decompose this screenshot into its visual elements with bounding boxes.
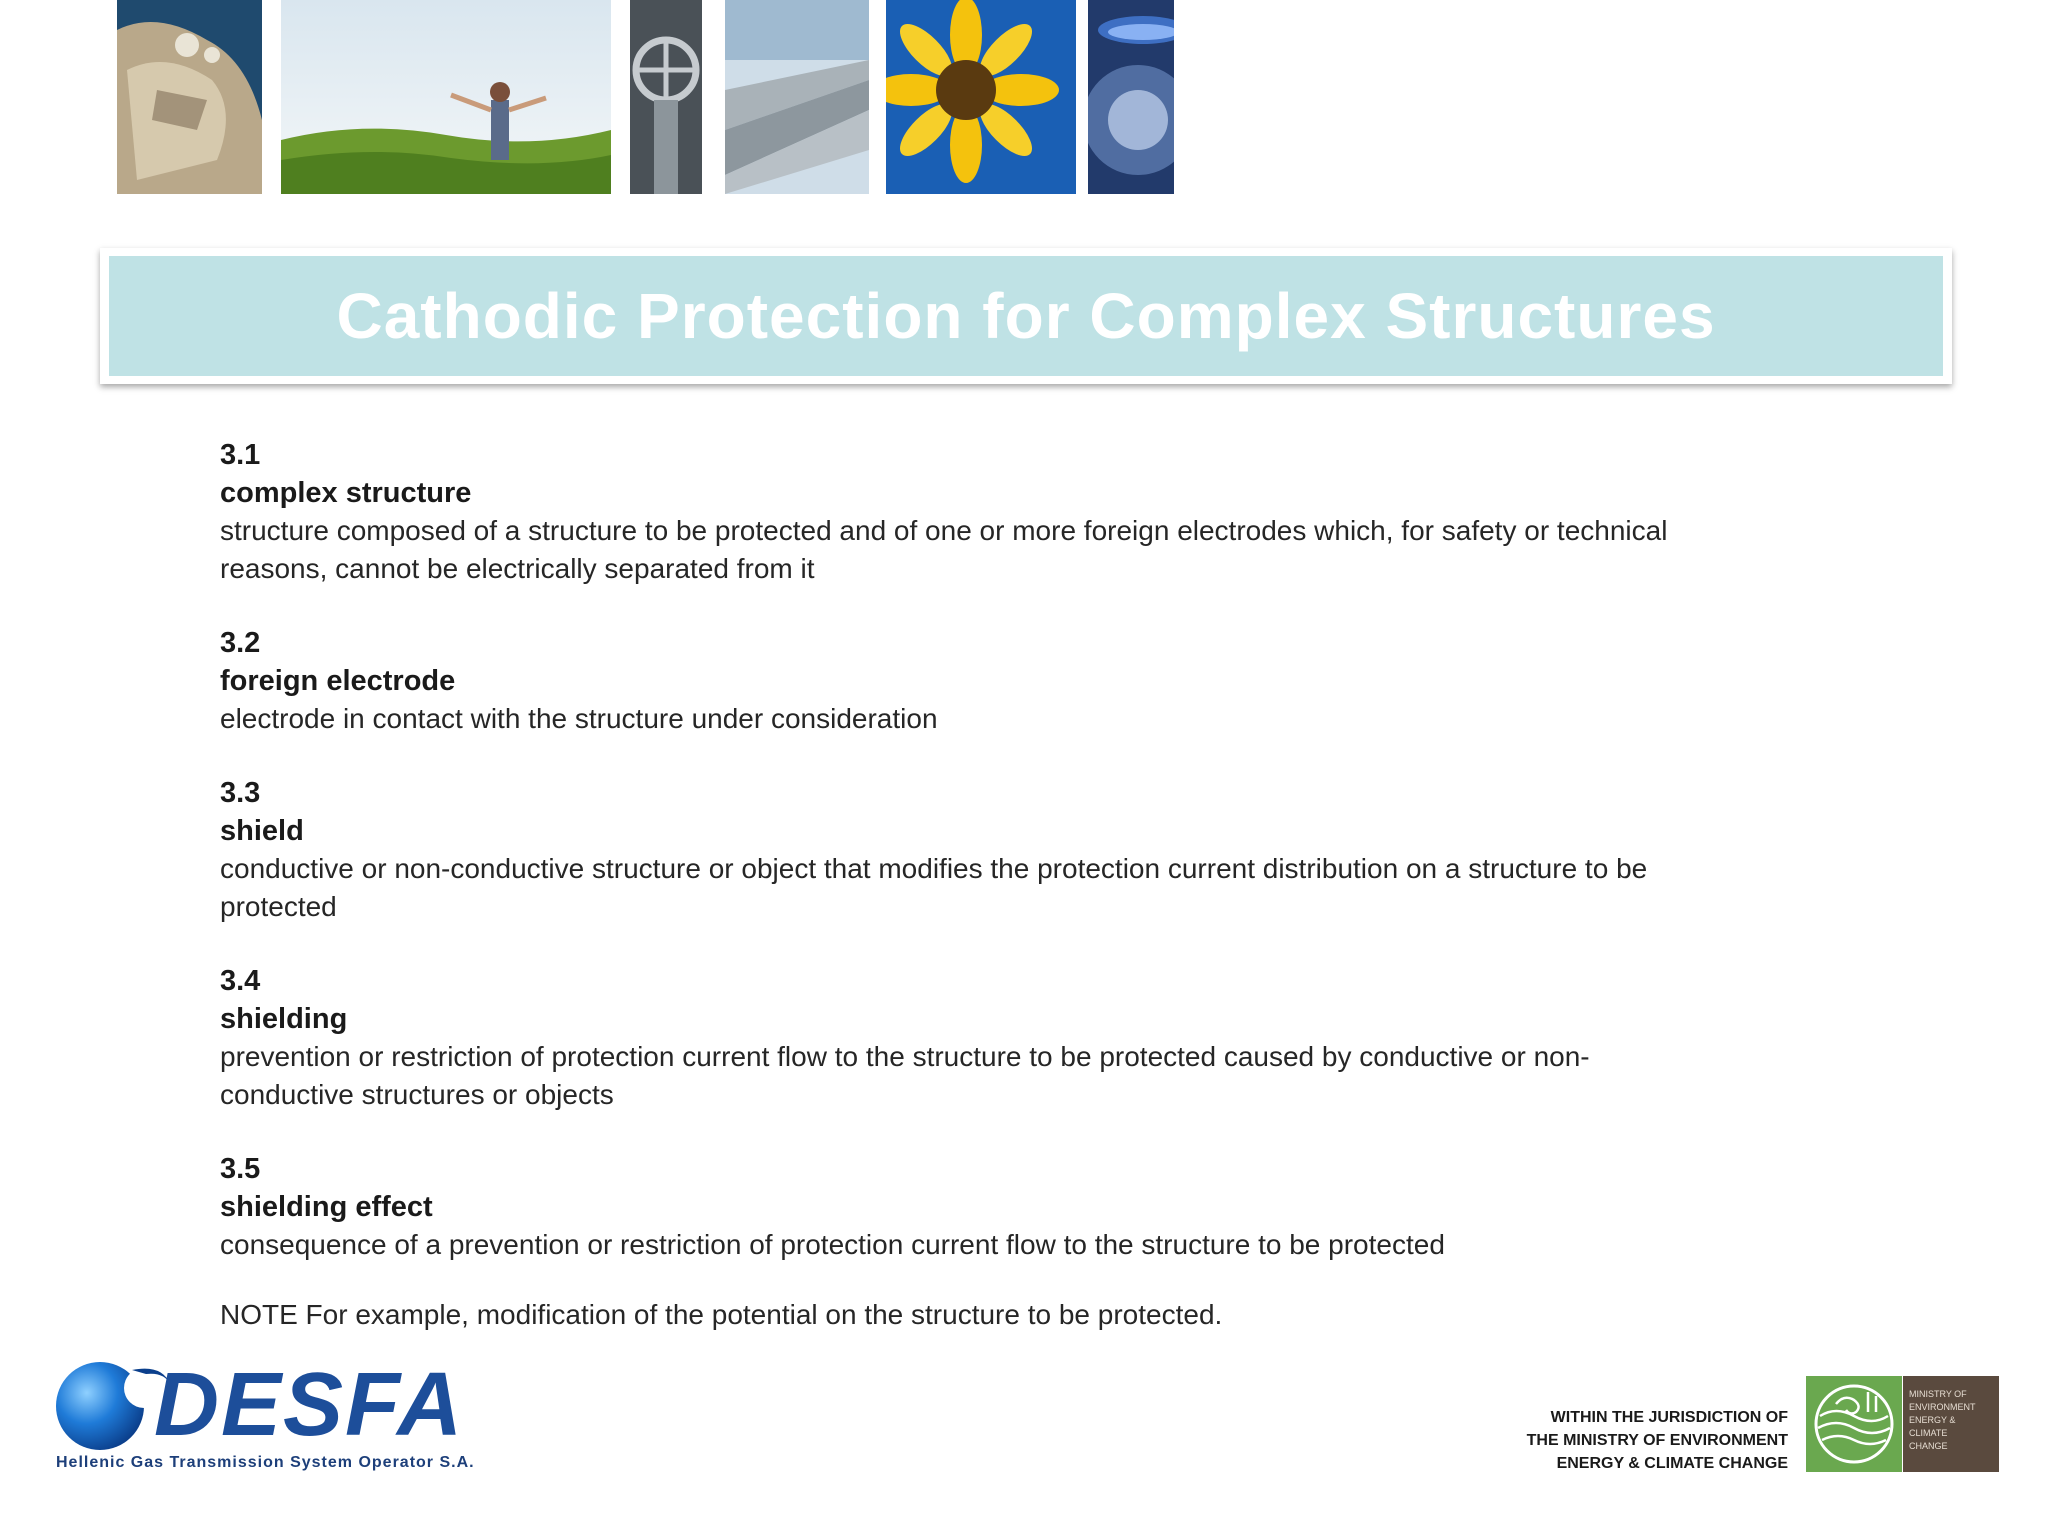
ministry-logo bbox=[1806, 1376, 2038, 1472]
definition-number: 3.1 bbox=[220, 439, 261, 471]
ministry-name-box bbox=[1903, 1376, 1999, 1472]
aerial-island-photo bbox=[117, 0, 262, 194]
definition-number: 3.4 bbox=[220, 965, 261, 997]
valve-wheel-photo bbox=[630, 0, 702, 194]
child-in-field-photo bbox=[281, 0, 611, 194]
ministry-logo-line: CLIMATE bbox=[1909, 1428, 1948, 1438]
definition-term: shielding effect bbox=[220, 1191, 433, 1223]
pipelines-photo bbox=[725, 0, 869, 194]
ministry-logo-line: MINISTRY OF bbox=[1909, 1389, 1967, 1399]
definition-text-line: consequence of a prevention or restriction of protection current flow to the structure to be protected bbox=[220, 1229, 1445, 1260]
ministry-logo-line: CHANGE bbox=[1909, 1441, 1948, 1451]
definition-number: 3.3 bbox=[220, 777, 261, 809]
title-banner bbox=[109, 256, 1943, 376]
definition-text-line: structure composed of a structure to be protected and of one or more foreign electrodes which, for safety or technical bbox=[220, 515, 1668, 546]
definition-text-line: protected bbox=[220, 891, 337, 922]
definitions-list bbox=[220, 436, 1920, 1334]
desfa-logo bbox=[52, 1355, 492, 1475]
definition-item bbox=[220, 436, 1920, 588]
jurisdiction-line: THE MINISTRY OF ENVIRONMENT bbox=[1526, 1432, 1788, 1449]
definition-text-line: electrode in contact with the structure under consideration bbox=[220, 703, 938, 734]
definition-term: shield bbox=[220, 815, 304, 847]
definition-item bbox=[220, 962, 1920, 1114]
definition-number: 3.2 bbox=[220, 627, 261, 659]
definition-item bbox=[220, 774, 1920, 926]
definition-text-line: prevention or restriction of protection current flow to the structure to be protected caused by conductive or non- bbox=[220, 1041, 1590, 1072]
desfa-wordmark: DESFA bbox=[154, 1355, 465, 1455]
jurisdiction-line: WITHIN THE JURISDICTION OF bbox=[1550, 1409, 1788, 1426]
definition-term: complex structure bbox=[220, 477, 472, 509]
definition-number: 3.5 bbox=[220, 1153, 261, 1185]
definition-text-line: reasons, cannot be electrically separated from it bbox=[220, 553, 815, 584]
desfa-subtitle: Hellenic Gas Transmission System Operator S.A. bbox=[56, 1454, 475, 1471]
definition-text-line: conductive or non-conductive structure or object that modifies the protection current distribution on a structure to be bbox=[220, 853, 1648, 884]
jurisdiction-text bbox=[1480, 1406, 1788, 1475]
definition-item bbox=[220, 624, 1920, 738]
ministry-logo-line: ENVIRONMENT bbox=[1909, 1402, 1976, 1412]
page-title: Cathodic Protection for Complex Structures bbox=[336, 280, 1716, 352]
definition-term: shielding bbox=[220, 1003, 348, 1035]
definition-item bbox=[220, 1150, 1920, 1264]
gas-flame-photo bbox=[1088, 0, 1174, 194]
definition-term: foreign electrode bbox=[220, 665, 456, 697]
sunflower-photo bbox=[886, 0, 1076, 194]
jurisdiction-line: ENERGY & CLIMATE CHANGE bbox=[1556, 1455, 1788, 1472]
ministry-logo-line: ENERGY & bbox=[1909, 1415, 1956, 1425]
definition-note: NOTE For example, modification of the potential on the structure to be protected. bbox=[220, 1299, 1223, 1330]
ministry-emblem-icon bbox=[1806, 1376, 1902, 1472]
definition-text-line: conductive structures or objects bbox=[220, 1079, 614, 1110]
